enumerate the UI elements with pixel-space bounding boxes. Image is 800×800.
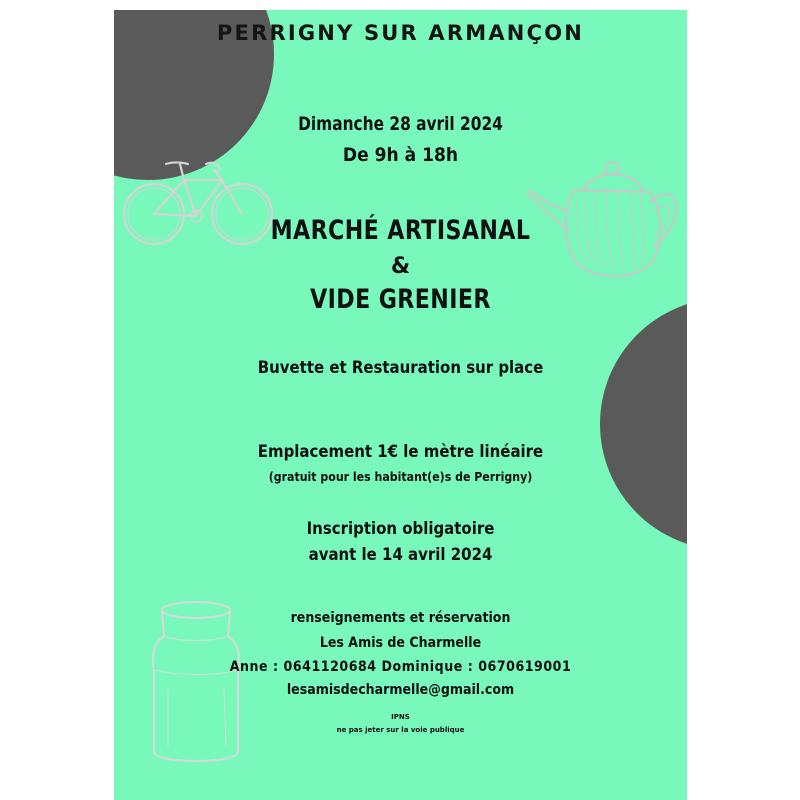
event-title-ampersand: & <box>390 254 411 279</box>
registration-required: Inscription obligatoire <box>306 519 495 539</box>
info-heading: renseignements et réservation <box>290 610 511 626</box>
ipns-label: IPNS <box>391 713 410 721</box>
contact-phones: Anne : 0641120684 Dominique : 0670619001 <box>229 659 572 675</box>
event-title-line1: MARCHÉ ARTISANAL <box>270 215 531 246</box>
decorative-circle-right <box>600 298 687 550</box>
litter-notice: ne pas jeter sur la voie publique <box>336 726 465 734</box>
registration-deadline: avant le 14 avril 2024 <box>308 545 493 565</box>
organizer-name: Les Amis de Charmelle <box>319 635 482 651</box>
pitch-price: Emplacement 1€ le mètre linéaire <box>257 442 544 462</box>
contact-email: lesamisdecharmelle@gmail.com <box>286 682 515 698</box>
event-hours: De 9h à 18h <box>342 144 459 166</box>
town-name: PERRIGNY SUR ARMANÇON <box>216 21 585 45</box>
refreshments-note: Buvette et Restauration sur place <box>257 358 544 378</box>
event-title-line2: VIDE GRENIER <box>310 284 491 315</box>
event-date: Dimanche 28 avril 2024 <box>298 113 503 135</box>
pitch-free-note: (gratuit pour les habitant(e)s de Perrigny) <box>268 469 533 484</box>
event-poster <box>114 10 687 800</box>
